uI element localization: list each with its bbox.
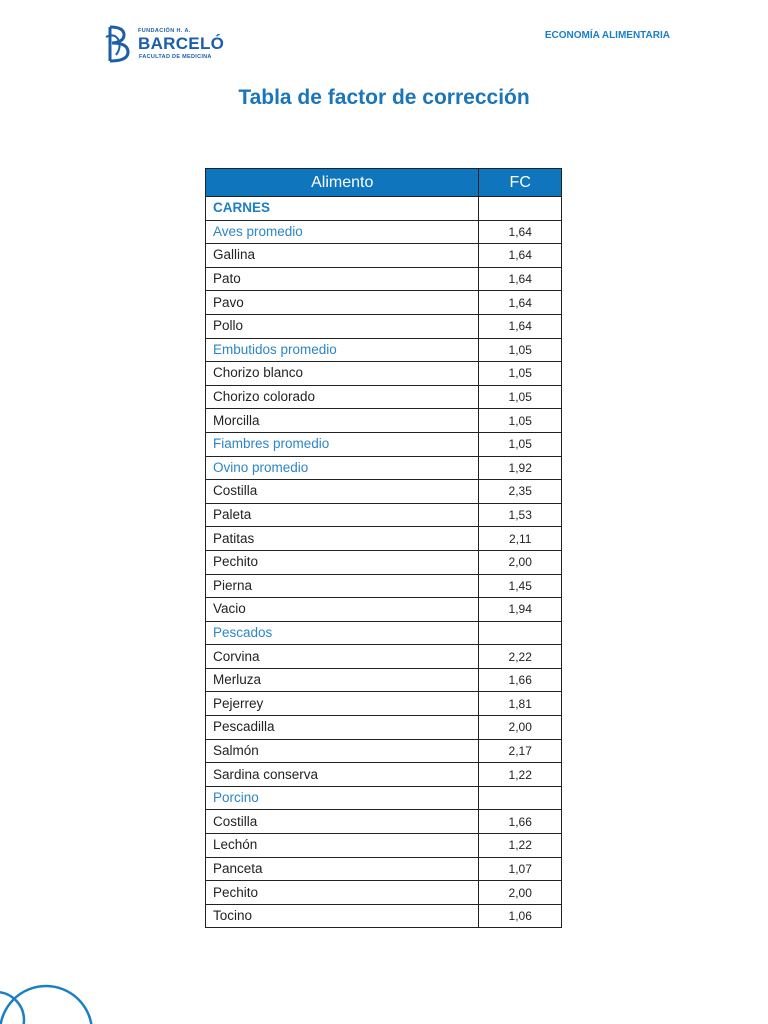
- table-row: [206, 244, 562, 268]
- fc-value-cell: 2,00: [479, 550, 562, 574]
- table-row: [206, 881, 562, 905]
- table-row: [206, 220, 562, 244]
- food-name-cell: Salmón: [206, 739, 479, 763]
- barcelo-logo-mark-icon: [104, 25, 134, 63]
- table-row: [206, 645, 562, 669]
- section-name-cell: CARNES: [206, 197, 479, 221]
- fc-value-cell: 1,94: [479, 598, 562, 622]
- fc-value-cell: 1,07: [479, 857, 562, 881]
- table-row: [206, 739, 562, 763]
- fc-value-cell: 2,00: [479, 881, 562, 905]
- group-name-cell: Ovino promedio: [206, 456, 479, 480]
- food-name-cell: Costilla: [206, 810, 479, 834]
- correction-factor-table: [205, 168, 562, 928]
- fc-value-cell: [479, 621, 562, 645]
- fc-value-cell: 1,05: [479, 338, 562, 362]
- logo-faculty-text: FACULTAD DE MEDICINA: [139, 54, 212, 60]
- table-row: [206, 904, 562, 928]
- fc-value-cell: 1,05: [479, 409, 562, 433]
- fc-value-cell: 1,22: [479, 834, 562, 858]
- table-row: [206, 291, 562, 315]
- table-row: [206, 716, 562, 740]
- food-name-cell: Chorizo blanco: [206, 362, 479, 386]
- food-name-cell: Pejerrey: [206, 692, 479, 716]
- food-name-cell: Pierna: [206, 574, 479, 598]
- fc-value-cell: 1,64: [479, 291, 562, 315]
- group-name-cell: Fiambres promedio: [206, 432, 479, 456]
- food-name-cell: Merluza: [206, 668, 479, 692]
- food-name-cell: Pollo: [206, 314, 479, 338]
- column-header-fc: FC: [479, 169, 562, 197]
- page-title: Tabla de factor de corrección: [238, 86, 530, 109]
- fc-value-cell: 1,05: [479, 385, 562, 409]
- table-row: [206, 621, 562, 645]
- food-name-cell: Pescadilla: [206, 716, 479, 740]
- logo-name: BARCELÓ: [138, 34, 225, 53]
- fc-value-cell: 1,64: [479, 244, 562, 268]
- food-name-cell: Vacio: [206, 598, 479, 622]
- table-row: [206, 550, 562, 574]
- food-name-cell: Chorizo colorado: [206, 385, 479, 409]
- table-row: [206, 456, 562, 480]
- food-name-cell: Pechito: [206, 881, 479, 905]
- table-row: [206, 668, 562, 692]
- fc-value-cell: 1,64: [479, 220, 562, 244]
- barcelo-logo: [104, 24, 234, 64]
- table-row: [206, 409, 562, 433]
- fc-value-cell: 1,53: [479, 503, 562, 527]
- food-name-cell: Gallina: [206, 244, 479, 268]
- fc-value-cell: [479, 197, 562, 221]
- table-header-row: [206, 169, 562, 197]
- table-row: [206, 362, 562, 386]
- table-row: [206, 598, 562, 622]
- fc-value-cell: 2,17: [479, 739, 562, 763]
- food-name-cell: Pato: [206, 267, 479, 291]
- food-name-cell: Tocino: [206, 904, 479, 928]
- table-row: [206, 385, 562, 409]
- table-row: [206, 267, 562, 291]
- group-name-cell: Porcino: [206, 786, 479, 810]
- food-name-cell: Pechito: [206, 550, 479, 574]
- table-row: [206, 503, 562, 527]
- table-row: [206, 338, 562, 362]
- table-row: [206, 197, 562, 221]
- fc-value-cell: 2,00: [479, 716, 562, 740]
- column-header-alimento: Alimento: [206, 169, 479, 197]
- fc-value-cell: 1,92: [479, 456, 562, 480]
- table-row: [206, 857, 562, 881]
- fc-value-cell: 1,64: [479, 267, 562, 291]
- fc-value-cell: 1,81: [479, 692, 562, 716]
- food-name-cell: Costilla: [206, 480, 479, 504]
- table-row: [206, 432, 562, 456]
- group-name-cell: Pescados: [206, 621, 479, 645]
- fc-value-cell: 1,66: [479, 668, 562, 692]
- fc-value-cell: 2,35: [479, 480, 562, 504]
- table-row: [206, 574, 562, 598]
- food-name-cell: Panceta: [206, 857, 479, 881]
- logo-foundation-text: FUNDACIÓN H. A.: [138, 28, 191, 34]
- food-name-cell: Lechón: [206, 834, 479, 858]
- fc-value-cell: 2,22: [479, 645, 562, 669]
- decorative-circles-icon: [0, 960, 140, 1024]
- fc-value-cell: [479, 786, 562, 810]
- food-name-cell: Paleta: [206, 503, 479, 527]
- table-row: [206, 810, 562, 834]
- group-name-cell: Embutidos promedio: [206, 338, 479, 362]
- table-row: [206, 314, 562, 338]
- table-row: [206, 692, 562, 716]
- fc-value-cell: 1,05: [479, 432, 562, 456]
- table-row: [206, 480, 562, 504]
- fc-value-cell: 1,22: [479, 763, 562, 787]
- food-name-cell: Pavo: [206, 291, 479, 315]
- food-name-cell: Corvina: [206, 645, 479, 669]
- table-body: [206, 197, 562, 928]
- table-row: [206, 834, 562, 858]
- fc-value-cell: 1,06: [479, 904, 562, 928]
- food-name-cell: Sardina conserva: [206, 763, 479, 787]
- table-row: [206, 786, 562, 810]
- fc-value-cell: 1,05: [479, 362, 562, 386]
- fc-value-cell: 1,45: [479, 574, 562, 598]
- fc-value-cell: 1,64: [479, 314, 562, 338]
- food-name-cell: Patitas: [206, 527, 479, 551]
- fc-value-cell: 1,66: [479, 810, 562, 834]
- food-name-cell: Morcilla: [206, 409, 479, 433]
- fc-value-cell: 2,11: [479, 527, 562, 551]
- group-name-cell: Aves promedio: [206, 220, 479, 244]
- table-row: [206, 763, 562, 787]
- section-label: ECONOMÍA ALIMENTARIA: [544, 30, 670, 41]
- table-row: [206, 527, 562, 551]
